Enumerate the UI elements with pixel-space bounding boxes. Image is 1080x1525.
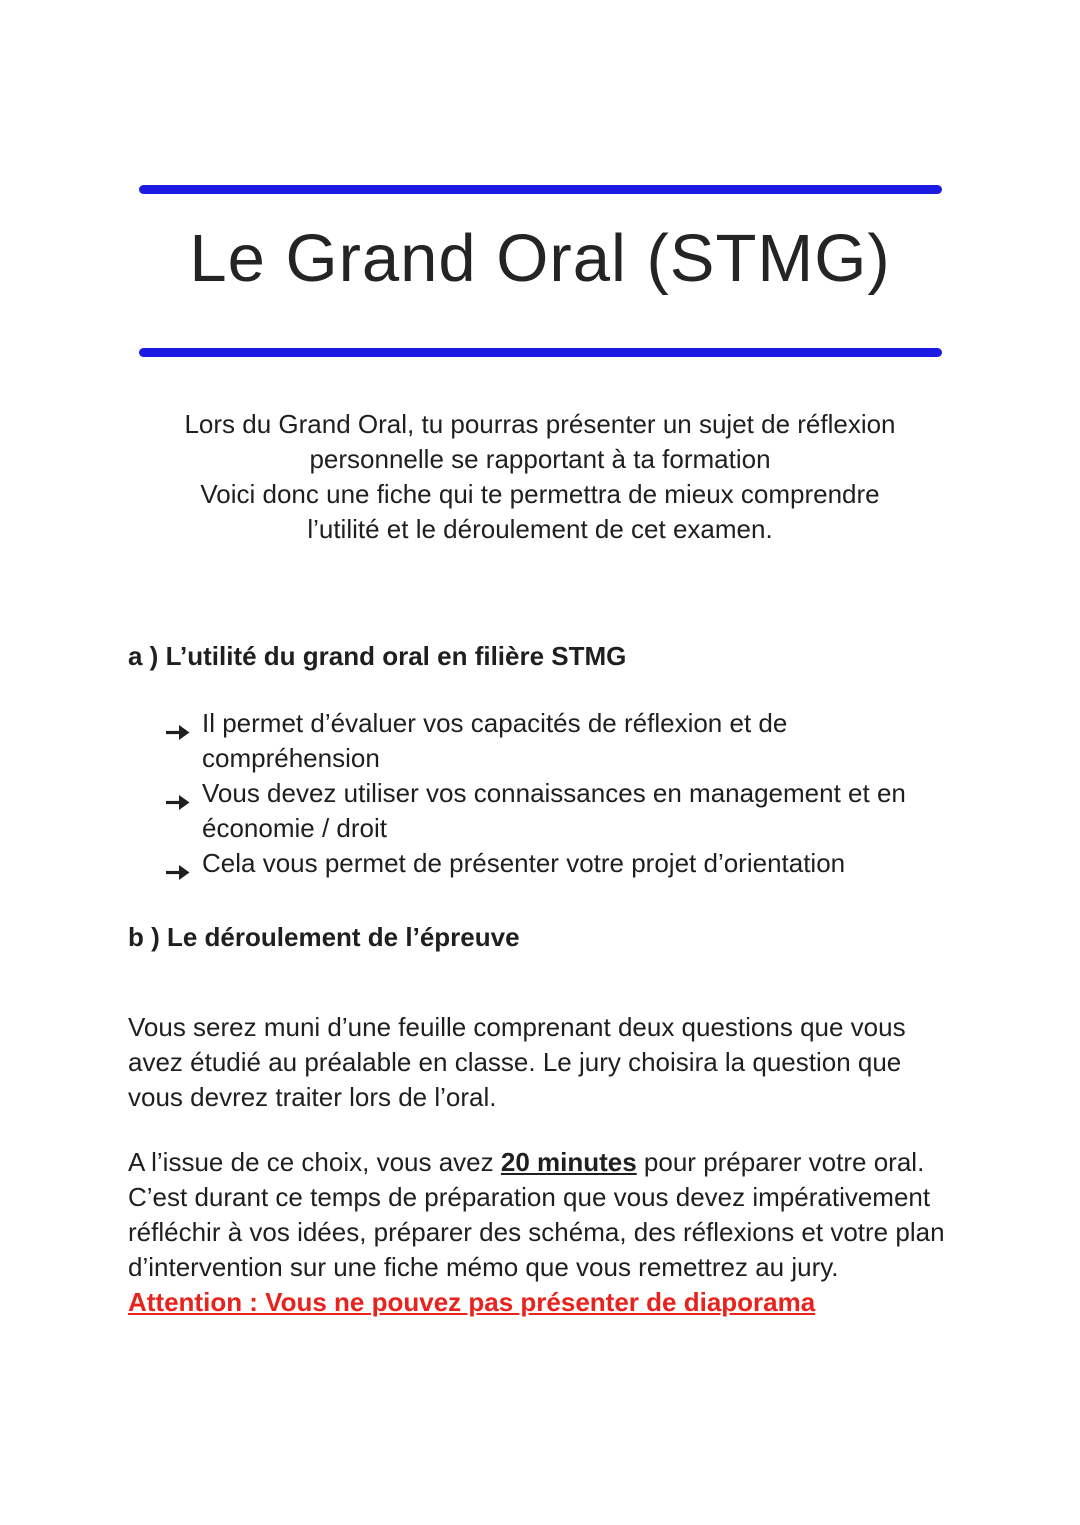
section-a-bullet-list xyxy=(128,706,952,890)
arrow-right-icon xyxy=(166,855,190,890)
paragraph-instructions: C’est durant ce temps de préparation que vous devez impérativement réfléchir à vos idées, préparer des schéma, des réflexions et votre plan d’intervention sur une fiche mémo que vous remettrez au jury. xyxy=(128,1182,945,1283)
intro-line: personnelle se rapportant à ta formation xyxy=(309,444,771,475)
paragraph-suffix: pour préparer votre oral. xyxy=(636,1147,925,1178)
paragraph-prefix: A l’issue de ce choix, vous avez xyxy=(128,1147,501,1178)
warning-text: Attention : Vous ne pouvez pas présenter de diaporama xyxy=(128,1287,816,1318)
intro-line: l’utilité et le déroulement de cet examen. xyxy=(307,514,773,545)
list-item xyxy=(166,706,952,776)
bullet-text: Cela vous permet de présenter votre projet d’orientation xyxy=(202,848,846,879)
arrow-right-icon xyxy=(166,715,190,750)
section-a-heading: a ) L’utilité du grand oral en filière STMG xyxy=(128,641,627,672)
page-title: Le Grand Oral (STMG) xyxy=(189,221,891,296)
paragraph-preparation xyxy=(128,1145,952,1180)
top-divider-line xyxy=(139,185,942,194)
section-b-heading: b ) Le déroulement de l’épreuve xyxy=(128,922,520,953)
bullet-text: Vous devez utiliser vos connaissances en management et en économie / droit xyxy=(202,778,906,844)
arrow-right-icon xyxy=(166,785,190,820)
intro-paragraph xyxy=(128,407,952,547)
intro-line: Lors du Grand Oral, tu pourras présenter un sujet de réflexion xyxy=(184,409,896,440)
duration-highlight: 20 minutes xyxy=(500,1147,637,1178)
document-body xyxy=(0,407,1080,1320)
bullet-text: Il permet d’évaluer vos capacités de réflexion et de compréhension xyxy=(202,708,788,774)
list-item xyxy=(166,776,952,846)
paragraph-questions: Vous serez muni d’une feuille comprenant deux questions que vous avez étudié au préalable en classe. Le jury choisira la question que vous devrez traiter lors de l’oral. xyxy=(128,1012,906,1113)
list-item xyxy=(166,846,952,890)
bottom-divider-line xyxy=(139,348,942,357)
intro-line: Voici donc une fiche qui te permettra de mieux comprendre xyxy=(200,479,880,510)
